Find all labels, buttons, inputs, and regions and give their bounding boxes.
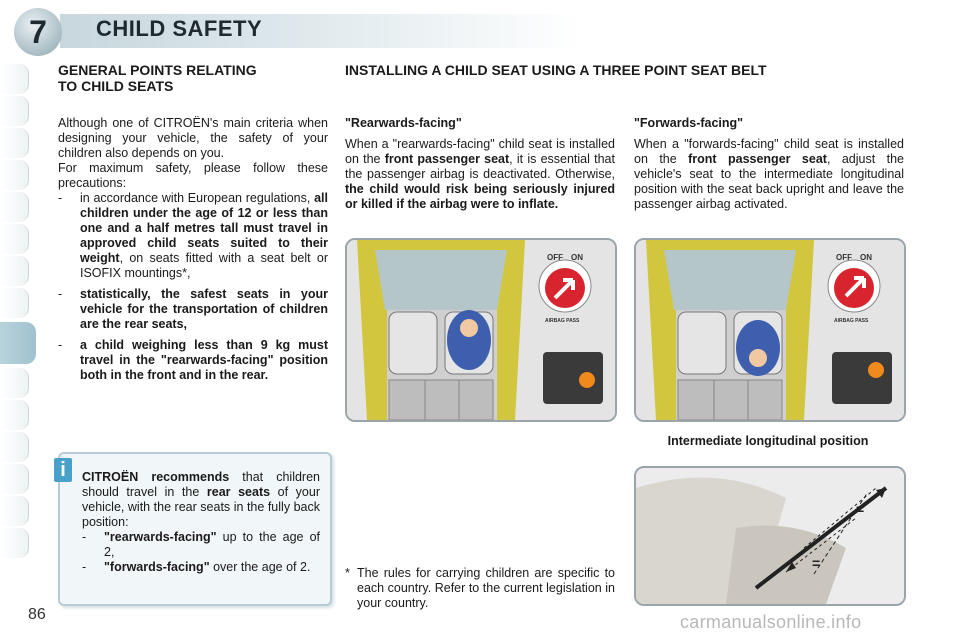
footnote-star: * [345, 566, 350, 580]
rec-item-plain: up to the age of 2, [104, 530, 320, 559]
chapter-tab[interactable] [0, 96, 29, 126]
equal-mark: = [812, 555, 821, 571]
bullet-text-bold: a child weighing less than 9 kg must travel in the "rearwards-facing" position both in the front and in the rear. [80, 338, 328, 382]
title-line: TO CHILD SEATS [58, 78, 174, 94]
footnote [345, 566, 615, 611]
footnote-item [345, 566, 615, 611]
watermark: carmanualsonline.info [680, 612, 862, 632]
fwd-text-bold-1: front passenger seat [688, 152, 827, 166]
airbag-switch-off: OFF [547, 253, 563, 262]
intro-paragraph: Although one of CITROËN's main criteria when designing your vehicle, the safety of your children also depends on you. [58, 116, 328, 160]
recommendation-text [82, 470, 320, 575]
bullet-dash: - [58, 338, 63, 352]
chapter-tab[interactable] [0, 160, 29, 190]
installing-title: INSTALLING A CHILD SEAT USING A THREE POINT SEAT BELT [345, 62, 767, 78]
intro-paragraph-2: For maximum safety, please follow these precautions: [58, 161, 328, 190]
chapter-tab[interactable] [0, 464, 29, 494]
rec-item-plain: over the age of 2. [209, 560, 311, 574]
rec-item-bold: "forwards-facing" [104, 560, 210, 574]
rear-text-bold-1: front passenger seat [384, 152, 510, 166]
bullet-dash: - [58, 287, 63, 301]
bullet-text [80, 191, 328, 281]
chapter-tab[interactable] [0, 256, 29, 286]
general-points-title [58, 62, 328, 94]
airbag-switch-label: AIRBAG PASS [834, 318, 869, 324]
airbag-switch-on: ON [860, 253, 872, 262]
bullet-text [104, 530, 320, 560]
rec-lead-plain: that children should travel in the [82, 470, 321, 499]
list-item [82, 560, 320, 575]
rearwards-facing-section [345, 116, 615, 212]
airbag-switch-label: AIRBAG PASS [545, 318, 580, 324]
chapter-tab[interactable] [0, 64, 29, 94]
chapter-tab-active[interactable] [0, 322, 36, 364]
rec-item-bold: "rearwards-facing" [104, 530, 217, 544]
bullet-text [104, 560, 320, 575]
equal-mark: = [856, 501, 865, 517]
page-number: 86 [28, 606, 46, 623]
bullet-text-bold: all children under the age of 12 or less than one and a half metres tall must travel in approved child seats suited to their weight [80, 191, 328, 265]
airbag-switch-off: OFF [836, 253, 852, 262]
fwd-text-2: , adjust the vehicle's seat to the intermediate longitudinal position with the seat back upright and leave the passenger airbag activated. [634, 152, 904, 211]
chapter-tab[interactable] [0, 288, 29, 318]
rear-text-bold-2: the child would risk being seriously injured or killed if the airbag were to inflate. [345, 182, 615, 211]
list-item [58, 191, 328, 281]
chapter-tab[interactable] [0, 400, 29, 430]
forwards-seat-illustration [634, 238, 906, 422]
chapter-tab[interactable] [0, 192, 29, 222]
rearwards-seat-illustration [345, 238, 617, 422]
airbag-switch-on: ON [571, 253, 583, 262]
rearwards-text [345, 137, 615, 212]
chapter-tab[interactable] [0, 128, 29, 158]
intermediate-position-caption: Intermediate longitudinal position [667, 434, 869, 448]
bullet-text-plain: in accordance with European regulations, [80, 191, 315, 205]
forwards-facing-section [634, 116, 904, 212]
bullet-text-bold: statistically, the safest seats in your vehicle for the transportation of children are the rear seats, [80, 287, 328, 331]
footnote-text: The rules for carrying children are specific to each country. Refer to the current legislation in your country. [357, 566, 615, 610]
list-item [82, 530, 320, 560]
rec-tail: of your vehicle, with the rear seats in the fully back position: [82, 485, 321, 529]
forwards-heading: "Forwards-facing" [634, 116, 744, 130]
title-line: GENERAL POINTS RELATING [58, 62, 257, 78]
chapter-tab[interactable] [0, 432, 29, 462]
car-interior-forward-facing [636, 240, 904, 420]
fwd-text-1: When a "forwards-facing" child seat is installed on the [634, 137, 904, 166]
bullet-text-tail: , on seats fitted with a seat belt or ISOFIX mountings*, [80, 251, 328, 280]
general-points-body [58, 116, 328, 383]
chapter-tab[interactable] [0, 496, 29, 526]
seat-rail-illustration [634, 466, 906, 606]
chapter-tab[interactable] [0, 368, 29, 398]
rear-text-2: , it is essential that the passenger airbag is deactivated. Otherwise, [345, 152, 615, 181]
bullet-dash: - [58, 191, 63, 205]
recommendation-lead [82, 470, 320, 530]
chapter-number-badge: 7 [14, 8, 62, 56]
page-title: CHILD SAFETY [96, 16, 263, 41]
list-item [58, 338, 328, 383]
rear-text-1: When a "rearwards-facing" child seat is installed on the [345, 137, 615, 166]
bullet-dash: - [82, 530, 87, 544]
chapter-tab[interactable] [0, 528, 29, 558]
rec-lead-bold: CITROËN recommends [82, 470, 230, 484]
chapter-tabs [0, 0, 30, 640]
list-item [58, 287, 328, 332]
seat-position-diagram [636, 468, 904, 604]
rearwards-heading: "Rearwards-facing" [345, 116, 462, 130]
chapter-tab[interactable] [0, 224, 29, 254]
forwards-text [634, 137, 904, 212]
rec-rear-seats: rear seats [206, 485, 271, 499]
bullet-dash: - [82, 560, 87, 574]
car-interior-rear-facing [347, 240, 615, 420]
info-icon: i [54, 458, 72, 482]
